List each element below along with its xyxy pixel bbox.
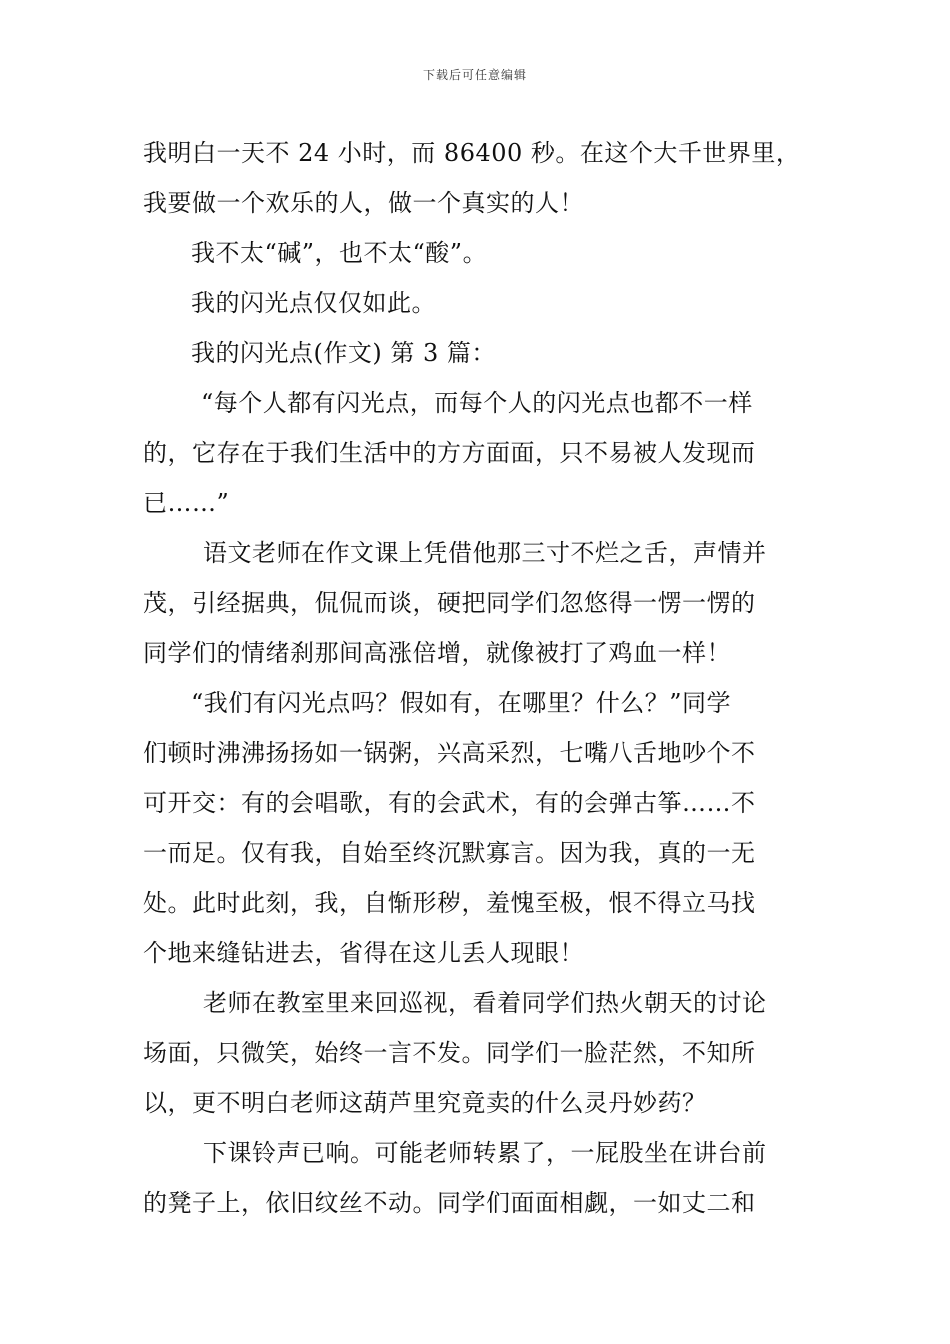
text-line: 茂，引经据典，侃侃而谈，硬把同学们忽悠得一愣一愣的 [143,589,756,617]
page-header: 下载后可任意编辑 [422,68,527,82]
text-line: 场面，只微笑，始终一言不发。同学们一脸茫然，不知所 [143,1039,756,1067]
text-line: 可开交：有的会唱歌，有的会武术，有的会弹古筝……不 [143,789,756,817]
document-body [143,128,808,1228]
text-line: 已……” [143,489,230,517]
text-line: 的，它存在于我们生活中的方方面面，只不易被人发现而 [143,439,756,467]
text-line: 一而足。仅有我，自始至终沉默寡言。因为我，真的一无 [143,839,756,867]
text-line: “每个人都有闪光点，而每个人的闪光点也都不一样 [201,389,753,417]
text-line: 语文老师在作文课上凭借他那三寸不烂之舌，声情并 [203,539,767,567]
text-line: 我明白一天不 24 小时，而 86400 秒。在这个大千世界里， [143,139,801,167]
text-line: 下课铃声已响。可能老师转累了，一屁股坐在讲台前 [203,1139,767,1167]
text-line: “我们有闪光点吗？假如有，在哪里？什么？”同学 [191,689,732,717]
text-line: 的凳子上，依旧纹丝不动。同学们面面相觑，一如丈二和 [143,1189,756,1217]
text-line: 处。此时此刻，我，自惭形秽，羞愧至极，恨不得立马找 [143,889,756,917]
text-line: 们顿时沸沸扬扬如一锅粥，兴高采烈，七嘴八舌地吵个不 [143,739,756,767]
text-line: 以，更不明白老师这葫芦里究竟卖的什么灵丹妙药？ [143,1089,707,1117]
text-line: 个地来缝钻进去，省得在这儿丢人现眼！ [143,939,584,967]
text-line: 我的闪光点(作文) 第 3 篇： [191,339,496,367]
text-line: 同学们的情绪刹那间高涨倍增，就像被打了鸡血一样！ [143,639,731,667]
text-line: 我要做一个欢乐的人，做一个真实的人！ [143,189,584,217]
text-line: 我不太“碱”，也不太“酸”。 [191,239,488,267]
text-line: 我的闪光点仅仅如此。 [191,289,436,317]
text-line: 老师在教室里来回巡视，看着同学们热火朝天的讨论 [203,989,767,1017]
